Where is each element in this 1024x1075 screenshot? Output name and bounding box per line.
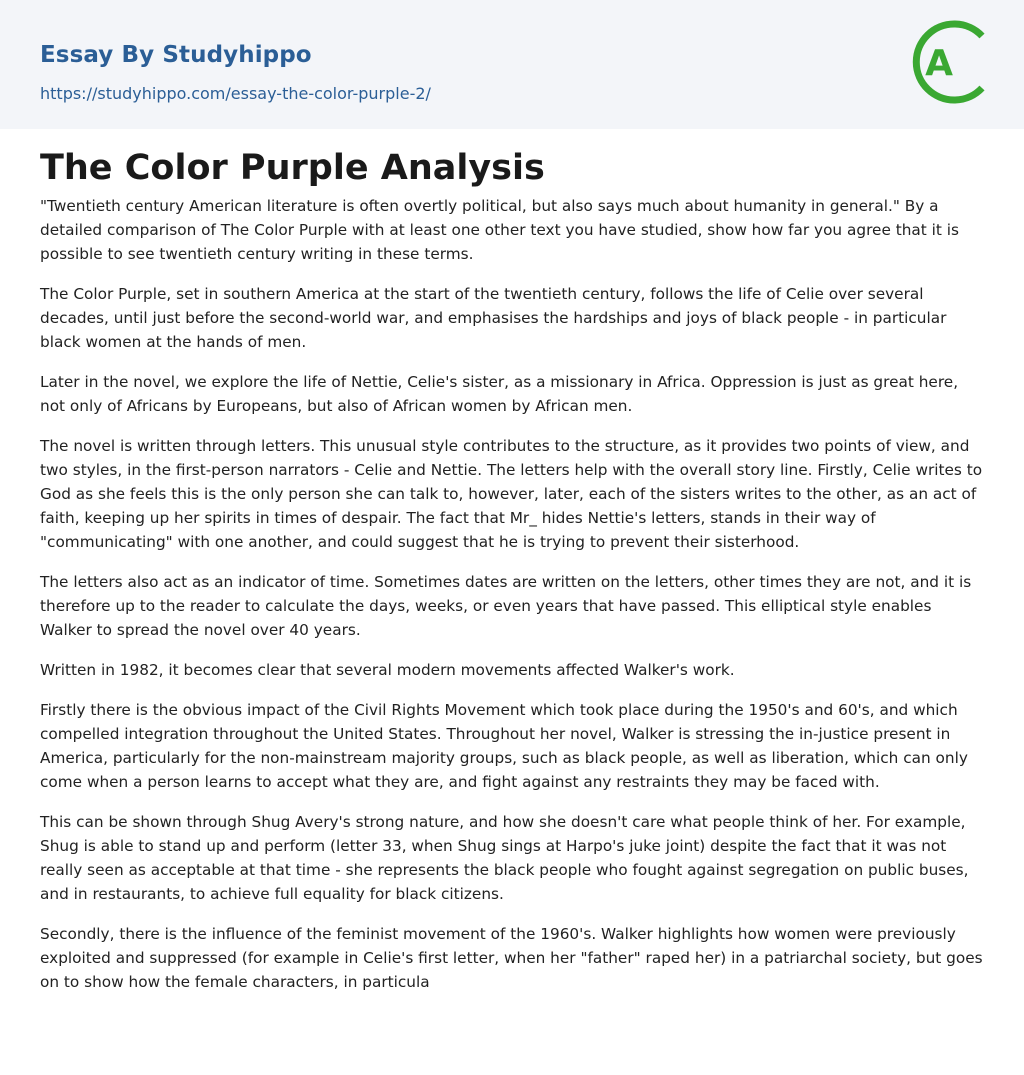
article-title: The Color Purple Analysis	[40, 148, 545, 188]
paragraph: "Twentieth century American literature is often overtly political, but also says much about humanity in general." By a detailed comparison of The Color Purple with at least one other text you have studied, show how far you agree that it is possible to see twentieth century writing in these terms.	[40, 197, 959, 263]
site-brand[interactable]: Essay By Studyhippo	[40, 42, 312, 68]
paragraph: Secondly, there is the influence of the feminist movement of the 1960's. Walker highlights how women were previously exploited and suppressed (for example in Celie's first letter, when her "father" raped her) in a patriarchal society, but goes on to show how the female characters, in particula	[40, 925, 983, 991]
logo-letter: A	[925, 43, 953, 84]
paragraph: The novel is written through letters. This unusual style contributes to the structure, as it provides two points of view, and two styles, in the first-person narrators - Celie and Nettie. The letters help with the overall story line. Firstly, Celie writes to God as she feels this is the only person she can talk to, however, later, each of the sisters writes to the other, as an act of faith, keeping up her spirits in times of despair. The fact that Mr_ hides Nettie's letters, stands in their way of "communicating" with one another, and could suggest that he is trying to prevent their sisterhood.	[40, 437, 983, 551]
paragraph: This can be shown through Shug Avery's strong nature, and how she doesn't care what people think of her. For example, Shug is able to stand up and perform (letter 33, when Shug sings at Harpo's juke joint) despite the fact that it was not really seen as acceptable at that time - she represents the black people who fought against segregation on public buses, and in restaurants, to achieve full equality for black citizens.	[40, 813, 969, 903]
paragraph: The Color Purple, set in southern America at the start of the twentieth century, follows the life of Celie over several decades, until just before the second-world war, and emphasises the hardships and joys of black people - in particular black women at the hands of men.	[40, 285, 947, 351]
paragraph: Written in 1982, it becomes clear that several modern movements affected Walker's work.	[40, 661, 735, 679]
paragraph: The letters also act as an indicator of time. Sometimes dates are written on the letters, other times they are not, and it is therefore up to the reader to calculate the days, weeks, or even years that have passed. This elliptical style enables Walker to spread the novel over 40 years.	[40, 573, 972, 639]
studyhippo-logo-icon[interactable]	[908, 16, 992, 108]
paragraph: Later in the novel, we explore the life of Nettie, Celie's sister, as a missionary in Africa. Oppression is just as great here, not only of Africans by Europeans, but also of African women by African men.	[40, 373, 959, 415]
site-header	[0, 0, 1024, 129]
article-body	[40, 194, 984, 994]
essay-url-link[interactable]: https://studyhippo.com/essay-the-color-purple-2/	[40, 84, 431, 103]
paragraph: Firstly there is the obvious impact of the Civil Rights Movement which took place during the 1950's and 60's, and which compelled integration throughout the United States. Throughout her novel, Walker is stressing the in-justice present in America, particularly for the non-mainstream majority groups, such as black people, as well as liberation, which can only come when a person learns to accept what they are, and fight against any restraints they may be faced with.	[40, 701, 968, 791]
